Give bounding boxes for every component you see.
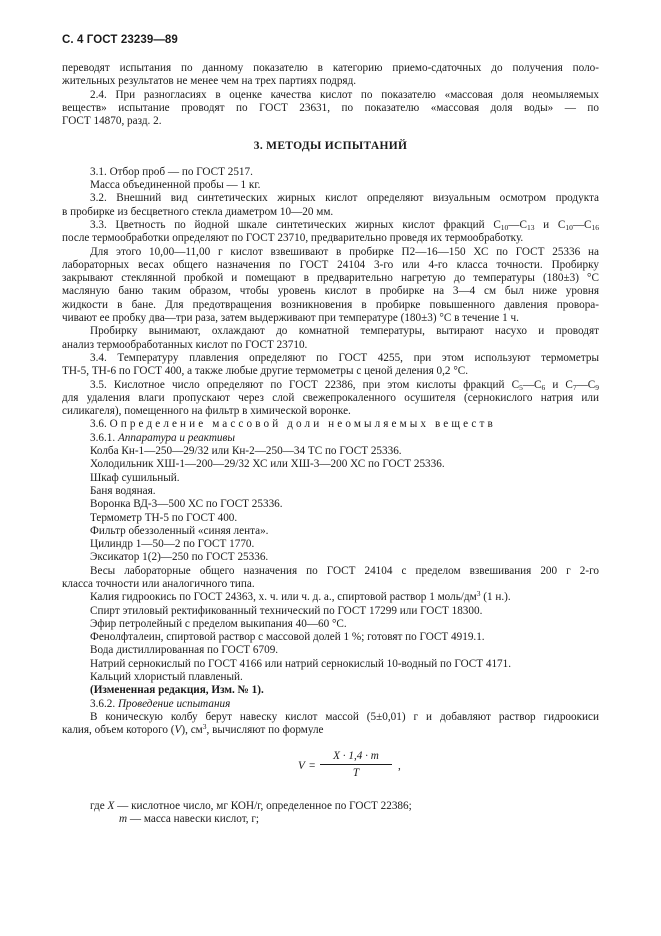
list-item: Цилиндр 1—50—2 по ГОСТ 1770. — [90, 538, 255, 551]
paragraph-3-6 — [62, 418, 599, 431]
list-item: Эфир петролейный с пределом выкипания 40—60 °С. — [90, 617, 347, 630]
paragraph-line: ГОСТ 14870, разд. 2. — [62, 115, 162, 128]
paragraph-line: закрывают стеклянной пробкой и помещают в предварительно нагретую до температуры (180±3) °С — [62, 272, 599, 285]
paragraph-line: жительных результатов не менее чем на трех партиях подряд. — [62, 75, 357, 88]
paragraph-line: переводят испытания по данному показателю в категорию приемо-сдаточных до получения поло- — [62, 62, 599, 74]
subscript: 7 — [572, 382, 577, 392]
subscript: 9 — [595, 382, 600, 392]
paragraph-line: В коническую колбу берут навеску кислот массой (5±0,01) г и добавляют раствор гидроокиси — [90, 710, 599, 723]
amendment-note: (Измененная редакция, Изм. № 1). — [90, 684, 264, 697]
formula-legend-line — [119, 813, 599, 826]
text-run: 3.3. Цветность по йодной шкале синтетических жирных кислот фракций С — [90, 218, 501, 231]
paragraph-line: Масса объединенной пробы — 1 кг. — [90, 179, 261, 192]
list-item: Воронка ВД-3—500 ХС по ГОСТ 25336. — [90, 498, 283, 511]
formula-fraction — [320, 748, 392, 781]
subscript: 10 — [565, 222, 573, 232]
list-item: Шкаф сушильный. — [90, 471, 180, 484]
list-item: Спирт этиловый ректификованный технический по ГОСТ 17299 или ГОСТ 18300. — [90, 604, 483, 617]
text-run: —С — [508, 218, 527, 231]
paragraph-3-1: 3.1. Отбор проб — по ГОСТ 2517. — [90, 165, 253, 178]
paragraph-line: класса точности или аналогичного типа. — [62, 577, 255, 590]
clause-title: Определение массовой доли неомыляемых веществ — [109, 418, 496, 431]
clause-number: 3.6.1. — [90, 431, 116, 444]
superscript: 3 — [202, 722, 207, 732]
variable-x: X — [107, 799, 115, 812]
list-item: Кальций хлористый плавленый. — [90, 671, 243, 684]
text-run: (1 н.). — [480, 591, 511, 604]
formula-comma: , — [398, 759, 401, 772]
paragraph-line: после термообработки определяют по ГОСТ 23710, предварительно проведя их термообработку. — [62, 232, 524, 245]
paragraph-line: масляную баню таким образом, чтобы уровень кислот в пробирке на 3—4 см был ниже уровня — [62, 285, 599, 298]
list-item: Весы лабораторные общего назначения по ГОСТ 24104 с пределом взвешивания 200 г 2-го — [90, 564, 599, 577]
list-item: Термометр ТН-5 по ГОСТ 400. — [90, 511, 238, 524]
text-run: — масса навески кислот, г; — [127, 812, 260, 825]
list-item: Холодильник ХШ-1—200—29/32 ХС или ХШ-3—200 ХС по ГОСТ 25336. — [90, 458, 445, 471]
text-run: —С — [576, 378, 596, 391]
subscript: 6 — [541, 382, 546, 392]
text-run: ), см — [181, 724, 203, 737]
text-run: Калия гидроокись по ГОСТ 24363, х. ч. или ч. д. а., спиртовой раствор 1 моль/дм — [90, 591, 477, 604]
formula-lhs: V — [298, 759, 305, 772]
formula — [62, 748, 599, 792]
paragraph-2-4: 2.4. При разногласиях в оценке качества кислот по показателю «массовая доля неомыляемых — [90, 88, 599, 101]
paragraph-line: Для этого 10,00—11,00 г кислот взвешивают в пробирке П2—16—150 ХС по ГОСТ 25336 на — [90, 245, 599, 258]
subscript: 13 — [526, 222, 535, 232]
list-item: Фильтр обеззоленный «синяя лента». — [90, 524, 269, 537]
clause-number: 3.6.2. — [90, 697, 116, 710]
subscript: 5 — [519, 382, 523, 392]
paragraph-line: ТН-5, ТН-6 по ГОСТ 400, а также любые другие термометры с ценой деления 0,2 °С. — [62, 365, 469, 378]
text-run: — кислотное число, мг КОН/г, определенное по ГОСТ 22386; — [114, 799, 412, 812]
paragraph-line: чивают ее пробку два—три раза, затем выдерживают при температуре (180±3) °С в течение 1 ч. — [62, 312, 519, 325]
paragraph-line: силикагеля), помещенного на фильтр в химической воронке. — [62, 405, 351, 418]
list-item: Колба Кн-1—250—29/32 или Кн-2—250—34 ТС по ГОСТ 25336. — [90, 445, 402, 458]
variable-m: m — [119, 812, 128, 825]
section-title: 3. МЕТОДЫ ИСПЫТАНИЙ — [253, 140, 408, 153]
list-item: Фенолфталеин, спиртовой раствор с массовой долей 1 %; готовят по ГОСТ 4919.1. — [90, 631, 485, 644]
document-body — [62, 62, 599, 826]
list-item: Баня водяная. — [90, 484, 156, 497]
paragraph-3-3 — [62, 219, 599, 232]
formula-denominator: T — [352, 766, 360, 779]
text-run: и С — [545, 378, 573, 391]
list-item: Вода дистиллированная по ГОСТ 6709. — [90, 644, 279, 657]
paragraph-line: жидкости в бане. Для предотвращения возникновения в пробирке повышенного давления проворa- — [62, 298, 599, 311]
paragraph-line — [62, 724, 599, 737]
list-item — [62, 591, 599, 604]
clause-title: Проведение испытания — [117, 697, 231, 710]
paragraph-3-4: 3.4. Температуру плавления определяют по ГОСТ 4255, при этом используют термометры — [90, 351, 599, 364]
formula-numerator: X · 1,4 · m — [320, 748, 392, 765]
clause-number: 3.6. — [90, 418, 107, 431]
formula-equals: = — [309, 759, 316, 772]
page-header: С. 4 ГОСТ 23239—89 — [62, 34, 178, 46]
list-item: Натрий сернокислый по ГОСТ 4166 или натрий сернокислый 10-водный по ГОСТ 4171. — [90, 657, 512, 670]
text-run: —С — [572, 218, 592, 231]
paragraph-line: веществ» испытание проводят по ГОСТ 23631, по показателю «массовая доля воды» — по — [62, 101, 599, 114]
paragraph-line: в пробирке из бесцветного стекла диаметром 10—20 мм. — [62, 205, 334, 218]
formula-legend-line — [62, 800, 599, 813]
variable-v: V — [174, 724, 182, 737]
paragraph-3-6-1 — [62, 432, 599, 445]
paragraph-line: лабораторных весах общего назначения по ГОСТ 24104 3-го или 4-го класса точности. Пробирку — [62, 258, 599, 271]
text-run: 3.5. Кислотное число определяют по ГОСТ 22386, при этом кислоты фракций С — [90, 378, 520, 391]
text-run: , вычисляют по формуле — [206, 724, 324, 737]
text-run: где — [90, 799, 108, 812]
text-run: и С — [534, 218, 566, 231]
paragraph-3-6-2 — [62, 698, 599, 711]
superscript: 3 — [476, 589, 481, 599]
paragraph-3-5 — [62, 379, 599, 392]
paragraph-3-2: 3.2. Внешний вид синтетических жирных кислот определяют визуальным осмотром продукта — [90, 192, 599, 205]
paragraph-line: для удаления влаги пропускают через слой свежепрокаленного осушителя (сернокислого натрия или — [62, 391, 599, 404]
list-item: Эксикатор 1(2)—250 по ГОСТ 25336. — [90, 551, 269, 564]
paragraph-line: анализ термообработанных кислот по ГОСТ 23710. — [62, 338, 308, 351]
paragraph-line: Пробирку вынимают, охлаждают до комнатной температуры, вытирают насухо и проводят — [90, 325, 599, 338]
subscript: 16 — [591, 222, 599, 232]
subscript: 10 — [500, 222, 509, 232]
text-run: —С — [522, 378, 542, 391]
clause-title: Аппаратура и реактивы — [117, 431, 235, 444]
text-run: калия, объем которого ( — [62, 724, 175, 737]
